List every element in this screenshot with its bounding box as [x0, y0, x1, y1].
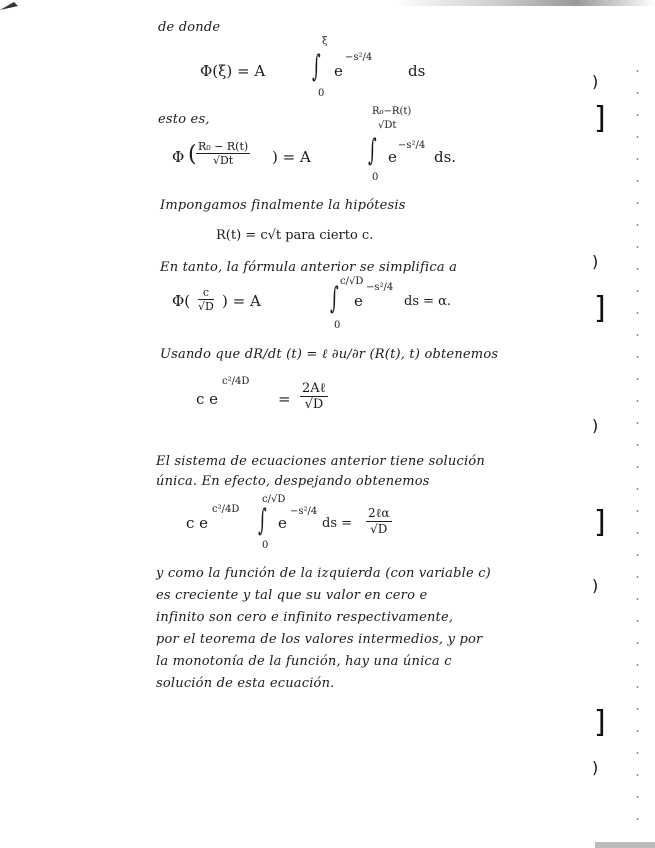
margin-paren: ) — [592, 576, 599, 595]
eq4-lhs: Φ( — [172, 292, 191, 310]
eq5-lhs: c e — [196, 390, 219, 408]
eq2-phi: Φ — [172, 148, 185, 166]
eq1-ds: ds — [408, 62, 426, 80]
eq2-close-eq: ) = A — [272, 148, 311, 166]
margin-paren: ) — [592, 252, 599, 271]
eq5-fraction — [300, 380, 328, 412]
eq1-lower-limit: 0 — [318, 88, 325, 99]
eq4-fraction — [198, 286, 214, 313]
text-paragraph-line-2: es creciente y tal que su valor en cero e — [156, 588, 428, 603]
eq6-ds: ds = — [322, 516, 353, 531]
text-paragraph-line-3: infinito son cero e infinito respectivamente, — [156, 610, 454, 625]
eq1-lhs: Φ(ξ) = A — [200, 62, 266, 80]
text-el-sistema: El sistema de ecuaciones anterior tiene solución — [156, 454, 485, 469]
eq4-integral-sign: ∫ — [330, 281, 339, 316]
eq6-numerator: 2ℓα — [368, 506, 390, 520]
eq2-exponent: −s²/4 — [398, 140, 426, 151]
eq5-exponent: c²/4D — [222, 376, 250, 387]
text-usando-que: Usando que dR/dt (t) = ℓ ∂u/∂r (R(t), t) obtenemos — [160, 347, 499, 362]
text-unica: única. En efecto, despejando obtenemos — [156, 474, 430, 489]
scan-top-edge — [395, 0, 655, 6]
eq2-e: e — [388, 148, 397, 166]
eq4-e: e — [354, 292, 363, 310]
text-paragraph-line-5: la monotonía de la función, hay una única c — [156, 654, 452, 669]
eq5-numerator: 2Aℓ — [302, 381, 326, 396]
eq2-ds: ds. — [434, 148, 457, 166]
margin-bracket: ] — [594, 505, 606, 540]
eq4-denominator: √D — [198, 300, 214, 313]
margin-bracket: ] — [594, 101, 606, 136]
eq1-exponent: −s²/4 — [345, 52, 373, 63]
margin-bracket: ] — [594, 705, 606, 740]
eq4-ds: ds = α. — [404, 294, 452, 309]
eq2-denominator: √Dt — [212, 154, 234, 167]
eq2-upper-limit-den: √Dt — [378, 120, 397, 131]
eq4-rhs: ) = A — [222, 292, 261, 310]
eq1-integral-sign: ∫ — [312, 49, 321, 84]
text-de-donde: de donde — [158, 20, 221, 35]
eq4-lower-limit: 0 — [334, 320, 341, 331]
margin-paren: ) — [592, 416, 599, 435]
eq5-equals: = — [278, 390, 291, 408]
margin-bracket: ] — [594, 291, 606, 326]
eq4-exponent: −s²/4 — [366, 282, 394, 293]
scan-margin-dots — [636, 60, 639, 820]
eq4-numerator: c — [198, 286, 214, 300]
eq6-exponent: c²/4D — [212, 504, 240, 515]
text-impongamos: Impongamos finalmente la hipótesis — [160, 198, 406, 213]
text-paragraph-line-1: y como la función de la izquierda (con variable c) — [156, 566, 491, 581]
eq6-fraction — [366, 506, 392, 536]
margin-paren: ) — [592, 72, 599, 91]
eq4-upper-limit: c/√D — [340, 276, 364, 287]
eq5-denominator: √D — [304, 397, 324, 412]
eq2-fraction — [196, 140, 250, 167]
eq2-lower-limit: 0 — [372, 172, 379, 183]
eq6-lhs: c e — [186, 514, 209, 532]
eq2-upper-limit: R₀−R(t) — [372, 106, 412, 117]
text-en-tanto: En tanto, la fórmula anterior se simplifica a — [160, 260, 458, 275]
eq6-integral-sign: ∫ — [258, 503, 267, 538]
eq6-exponent2: −s²/4 — [290, 506, 318, 517]
text-paragraph-line-6: solución de esta ecuación. — [156, 676, 335, 691]
eq2-integral-sign: ∫ — [368, 133, 377, 168]
eq1-e: e — [334, 62, 343, 80]
eq6-e: e — [278, 514, 287, 532]
eq6-lower-limit: 0 — [262, 540, 269, 551]
eq2-open-paren: ( — [188, 142, 197, 167]
eq2-numerator: R₀ − R(t) — [198, 140, 249, 153]
eq1-upper-limit: ξ — [322, 36, 328, 47]
eq6-upper-limit: c/√D — [262, 494, 286, 505]
scan-corner-mark — [0, 0, 30, 12]
scan-bottom-edge — [595, 842, 655, 848]
eq6-denominator: √D — [370, 522, 388, 536]
eq3-hypothesis: R(t) = c√t para cierto c. — [216, 228, 374, 243]
margin-paren: ) — [592, 758, 599, 777]
text-paragraph-line-4: por el teorema de los valores intermedios, y por — [156, 632, 483, 647]
text-esto-es: esto es, — [158, 112, 210, 127]
